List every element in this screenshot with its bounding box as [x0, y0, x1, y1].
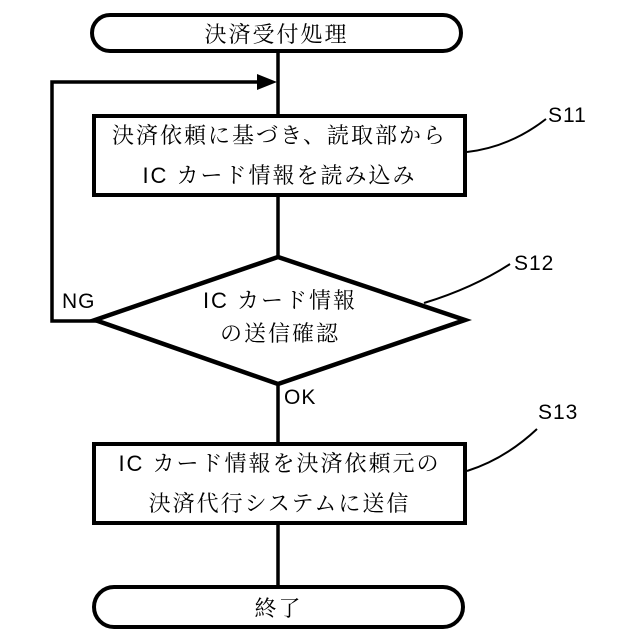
end-terminal-label: 終了 — [254, 595, 303, 621]
process-s13 — [92, 442, 467, 525]
decision-s12-label — [130, 284, 430, 350]
branch-label-ok: OK — [284, 386, 317, 409]
leader-line-s11 — [467, 119, 546, 152]
ng-return-arrowhead-icon — [257, 74, 277, 90]
decision-s12-line2: の送信確認 — [219, 321, 340, 346]
start-terminal-label: 決済受付処理 — [204, 21, 349, 47]
leader-line-s13 — [467, 429, 537, 471]
step-tag-s13: S13 — [538, 401, 579, 424]
decision-s12-line1: IC カード情報 — [202, 288, 358, 313]
process-s13-line1: IC カード情報を決済依頼元の — [118, 450, 441, 476]
process-s11-line1: 決済依頼に基づき、読取部から — [111, 122, 448, 148]
process-s11 — [92, 114, 467, 197]
step-tag-s11: S11 — [548, 104, 587, 127]
end-terminal — [92, 585, 465, 629]
branch-label-ng: NG — [62, 290, 96, 313]
leader-line-s12 — [424, 264, 510, 303]
process-s13-line2: 決済代行システムに送信 — [148, 490, 411, 516]
step-tag-s12: S12 — [514, 252, 555, 275]
process-s11-line2: IC カード情報を読み込み — [142, 162, 417, 188]
start-terminal — [90, 13, 463, 53]
